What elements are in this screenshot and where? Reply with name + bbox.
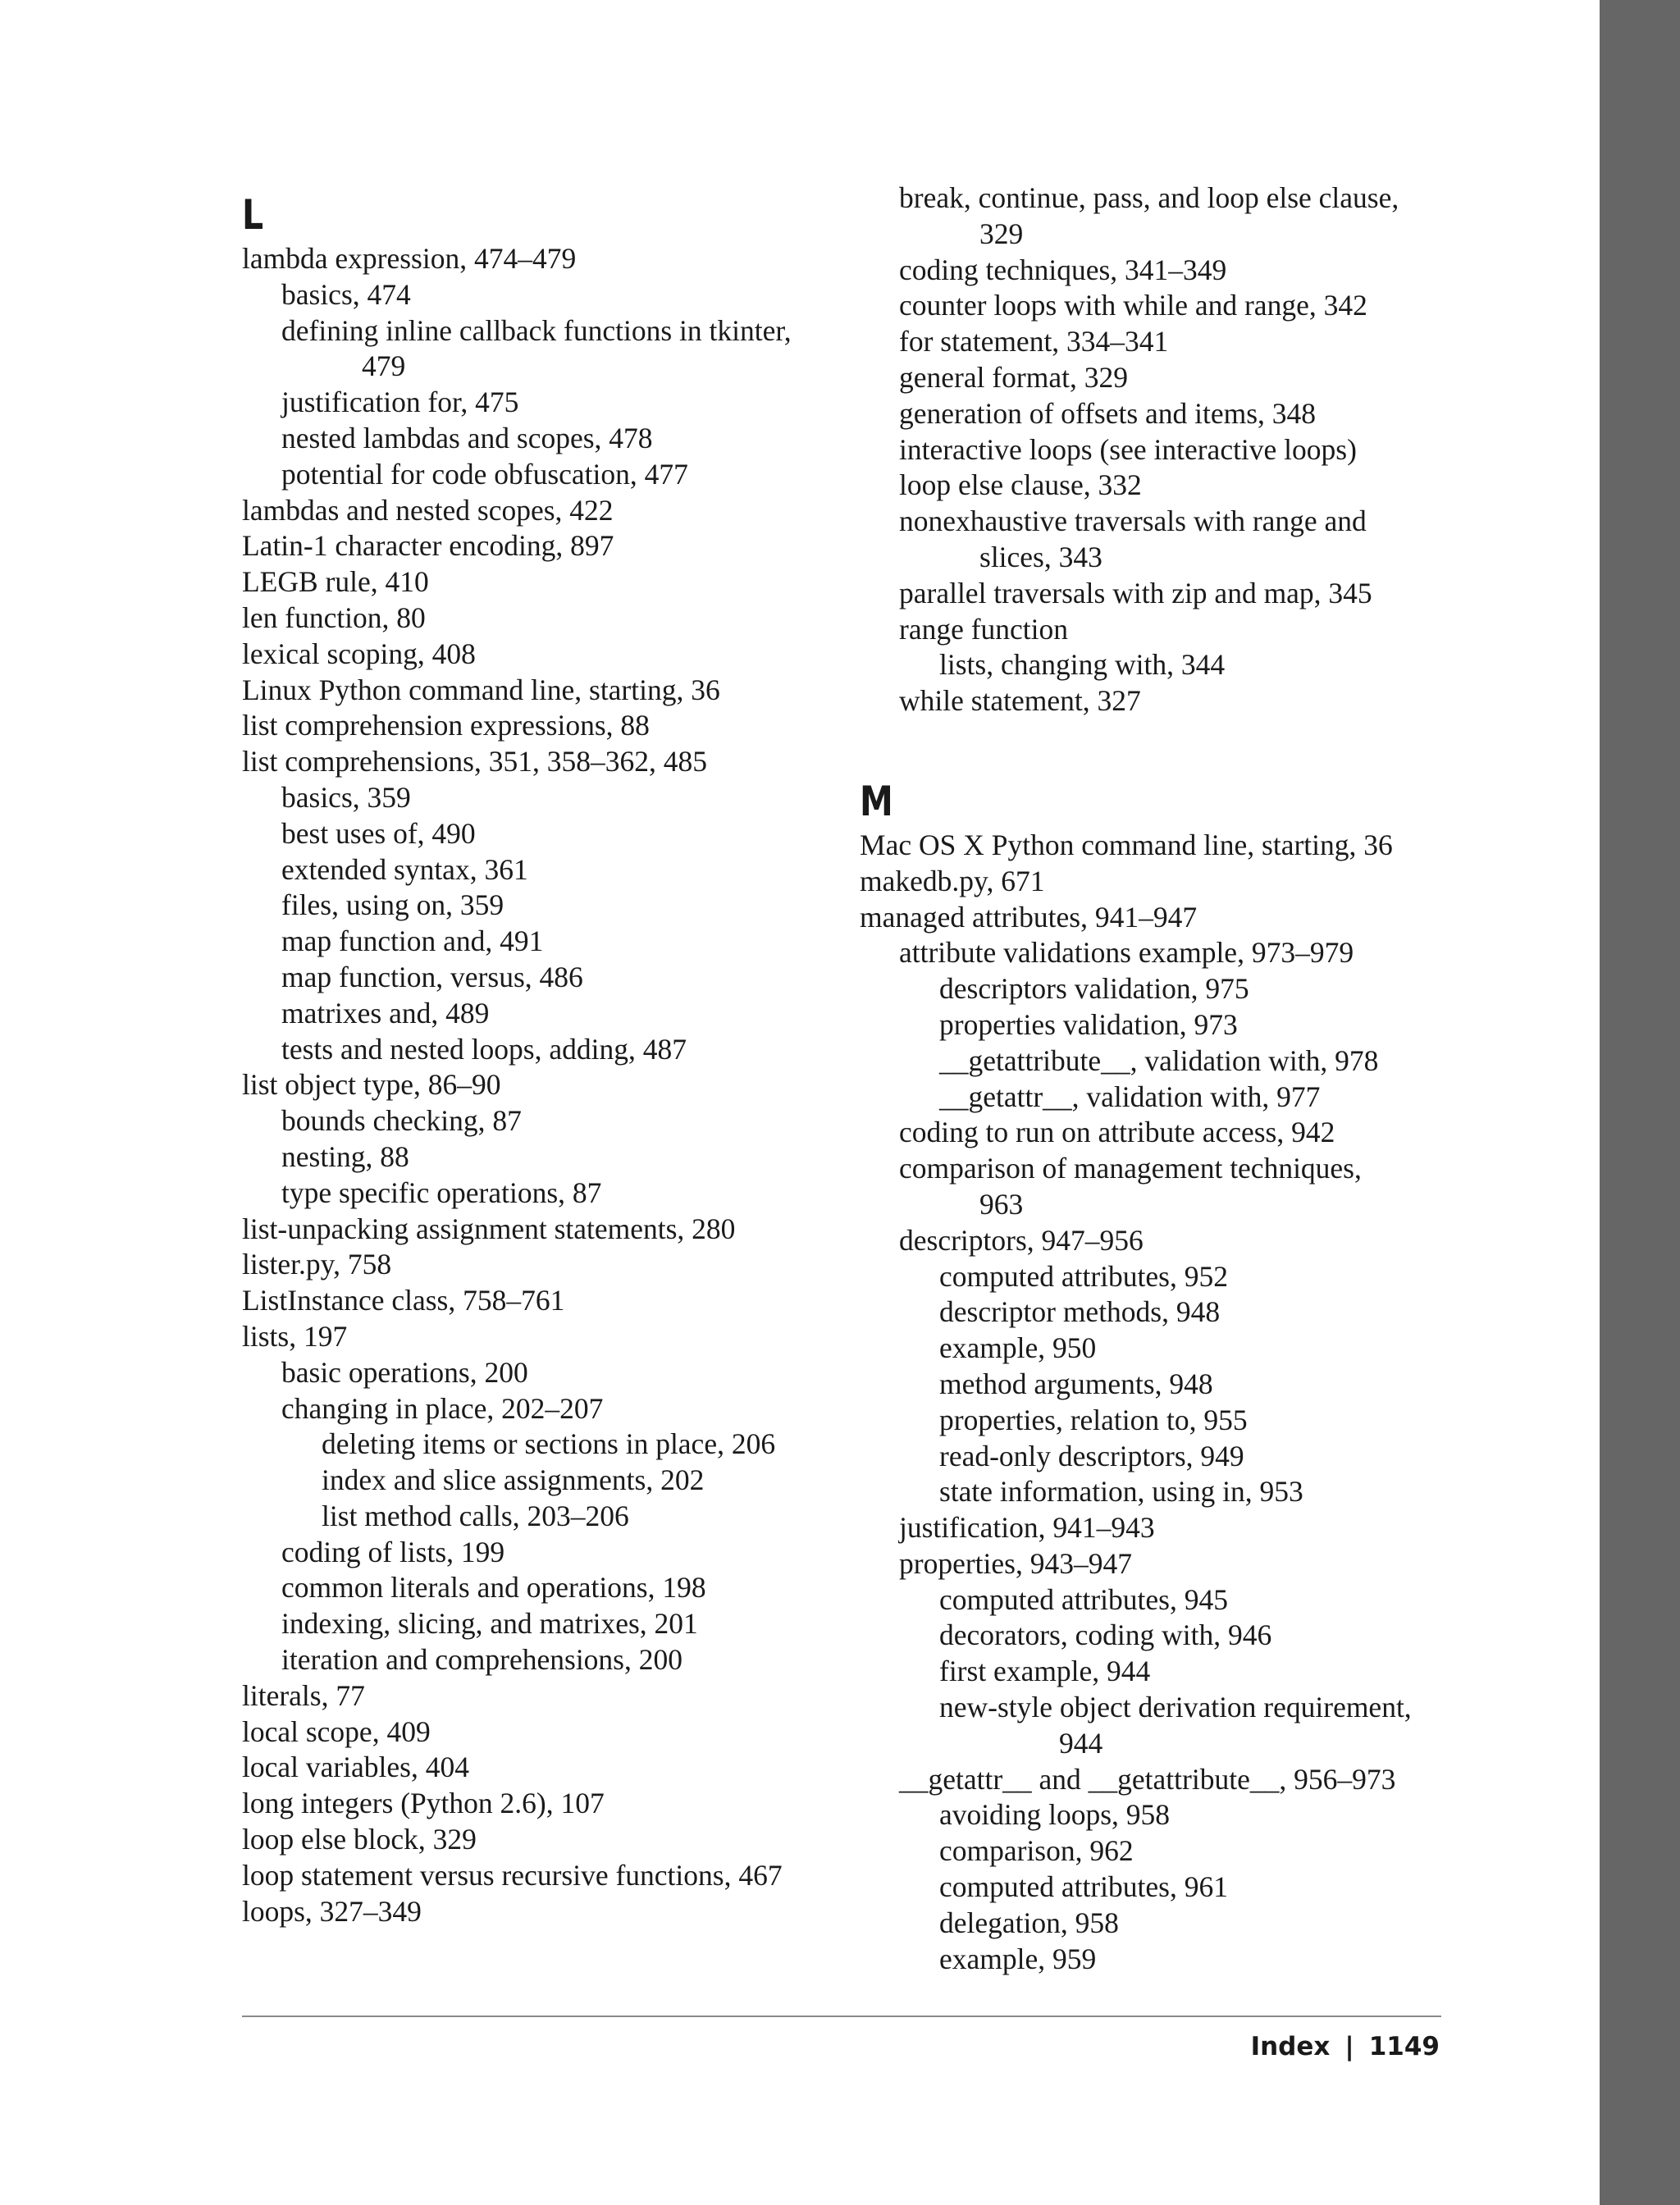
index-subentry: range function [899,612,1069,646]
index-subentry: interactive loops (see interactive loops) [899,432,1357,466]
page-number: 1149 [1368,2032,1440,2061]
index-subentry: coding techniques, 341–349 [899,253,1227,286]
index-entry: list comprehension expressions, 88 [242,709,650,742]
index-subentry: delegation, 958 [939,1906,1119,1939]
index-subentry: __getattr__, validation with, 977 [939,1080,1321,1113]
footer-separator: | [1344,2032,1354,2061]
index-entry: literals, 77 [242,1678,365,1712]
page-footer [1251,2026,1440,2067]
index-entry: Linux Python command line, starting, 36 [242,673,720,706]
index-entry: long integers (Python 2.6), 107 [242,1787,605,1820]
index-entry: LEGB rule, 410 [242,565,429,599]
index-entry: Latin-1 character encoding, 897 [242,529,614,563]
index-entry: loop else block, 329 [242,1823,477,1856]
index-entry-continuation: slices, 343 [979,540,1102,573]
index-subentry: general format, 329 [899,360,1128,394]
index-subentry: break, continue, pass, and loop else clause, [899,181,1399,214]
index-subentry: bounds checking, 87 [281,1104,522,1138]
index-subentry: example, 950 [939,1331,1097,1365]
index-subentry: coding of lists, 199 [281,1535,505,1568]
index-subentry: attribute validations example, 973–979 [899,936,1354,970]
index-subentry: changing in place, 202–207 [281,1391,604,1425]
index-subentry: comparison, 962 [939,1834,1134,1868]
index-column-right [860,180,1532,1977]
index-entry: list comprehensions, 351, 358–362, 485 [242,745,707,778]
index-subentry: comparison of management techniques, [899,1152,1362,1185]
index-subentry: counter loops with while and range, 342 [899,289,1367,322]
index-subentry: justification, 941–943 [899,1511,1155,1545]
index-subentry: computed attributes, 952 [939,1259,1228,1293]
footer-section: Index [1250,2032,1331,2061]
index-subentry: tests and nested loops, adding, 487 [281,1032,687,1066]
index-subentry: while statement, 327 [899,684,1141,718]
section-gap [860,719,1532,767]
index-entry: lambdas and nested scopes, 422 [242,493,614,527]
index-subentry: parallel traversals with zip and map, 345 [899,576,1372,609]
index-subentry: computed attributes, 961 [939,1870,1228,1904]
index-subentry: properties validation, 973 [939,1007,1238,1041]
index-entry-continuation: 479 [362,349,406,383]
index-subentry: map function, versus, 486 [281,960,583,993]
index-entry: loops, 327–349 [242,1894,422,1928]
index-subentry: loop else clause, 332 [899,468,1142,502]
index-subentry: best uses of, 490 [281,816,476,850]
index-subentry: for statement, 334–341 [899,325,1169,358]
index-subentry: __getattr__ and __getattribute__, 956–973 [899,1762,1396,1796]
index-subentry: lists, changing with, 344 [939,648,1226,682]
index-subentry: read-only descriptors, 949 [939,1439,1244,1472]
index-subentry: nested lambdas and scopes, 478 [281,421,653,454]
index-subentry: justification for, 475 [281,386,519,419]
index-subentry: potential for code obfuscation, 477 [281,457,688,491]
index-subentry: descriptors validation, 975 [939,972,1249,1006]
index-subentry: common literals and operations, 198 [281,1571,706,1605]
index-subentry: deleting items or sections in place, 206 [322,1427,776,1461]
index-entry: list object type, 86–90 [242,1068,501,1102]
index-subentry: computed attributes, 945 [939,1582,1228,1616]
index-entry: lists, 197 [242,1319,348,1353]
section-letter: L [242,191,264,239]
index-subentry: basic operations, 200 [281,1355,528,1389]
index-entry: managed attributes, 941–947 [860,900,1198,934]
index-subentry: avoiding loops, 958 [939,1798,1171,1832]
index-subentry: defining inline callback functions in tkinter, [281,313,792,347]
index-subentry: __getattribute__, validation with, 978 [939,1043,1379,1077]
index-subentry: list method calls, 203–206 [322,1499,629,1532]
footer-rule [242,2016,1441,2017]
index-subentry: new-style object derivation requirement, [939,1691,1412,1724]
index-subentry: properties, 943–947 [899,1546,1132,1580]
index-subentry: example, 959 [939,1942,1097,1975]
index-subentry: first example, 944 [939,1655,1151,1688]
index-subentry: nonexhaustive traversals with range and [899,504,1367,538]
index-subentry: iteration and comprehensions, 200 [281,1643,682,1677]
index-subentry: basics, 359 [281,780,411,814]
index-entry: lexical scoping, 408 [242,637,476,670]
index-entry: len function, 80 [242,600,426,634]
index-entry: local scope, 409 [242,1714,431,1748]
index-subentry: type specific operations, 87 [281,1176,602,1209]
index-subentry: files, using on, 359 [281,888,504,922]
index-subentry: map function and, 491 [281,924,544,958]
index-entry: Mac OS X Python command line, starting, 36 [860,828,1393,861]
index-subentry: descriptor methods, 948 [939,1295,1221,1329]
index-entry: list-unpacking assignment statements, 280 [242,1212,736,1245]
index-subentry: properties, relation to, 955 [939,1403,1248,1436]
index-column-left [242,180,915,1929]
index-subentry: matrixes and, 489 [281,996,490,1029]
index-subentry: nesting, 88 [281,1139,409,1173]
index-subentry: extended syntax, 361 [281,852,528,886]
index-subentry: coding to run on attribute access, 942 [899,1116,1335,1149]
section-letter: M [860,777,893,825]
index-entry-continuation: 944 [1059,1726,1103,1760]
index-subentry: indexing, slicing, and matrixes, 201 [281,1607,698,1641]
index-entry-continuation: 329 [979,217,1024,250]
index-entry: local variables, 404 [242,1751,469,1784]
index-entry: ListInstance class, 758–761 [242,1284,565,1317]
index-subentry: state information, using in, 953 [939,1475,1303,1509]
index-subentry: descriptors, 947–956 [899,1223,1144,1257]
index-entry: lambda expression, 474–479 [242,242,577,275]
index-entry: lister.py, 758 [242,1248,392,1281]
index-entry-continuation: 963 [979,1187,1024,1221]
index-subentry: basics, 474 [281,277,411,311]
index-subentry: decorators, coding with, 946 [939,1618,1272,1652]
index-subentry: index and slice assignments, 202 [322,1463,705,1497]
index-entry: makedb.py, 671 [860,864,1045,897]
index-subentry: method arguments, 948 [939,1367,1213,1400]
page-edge-tab [1600,0,1680,2205]
index-subentry: generation of offsets and items, 348 [899,396,1317,430]
index-entry: loop statement versus recursive functions, 467 [242,1858,783,1892]
